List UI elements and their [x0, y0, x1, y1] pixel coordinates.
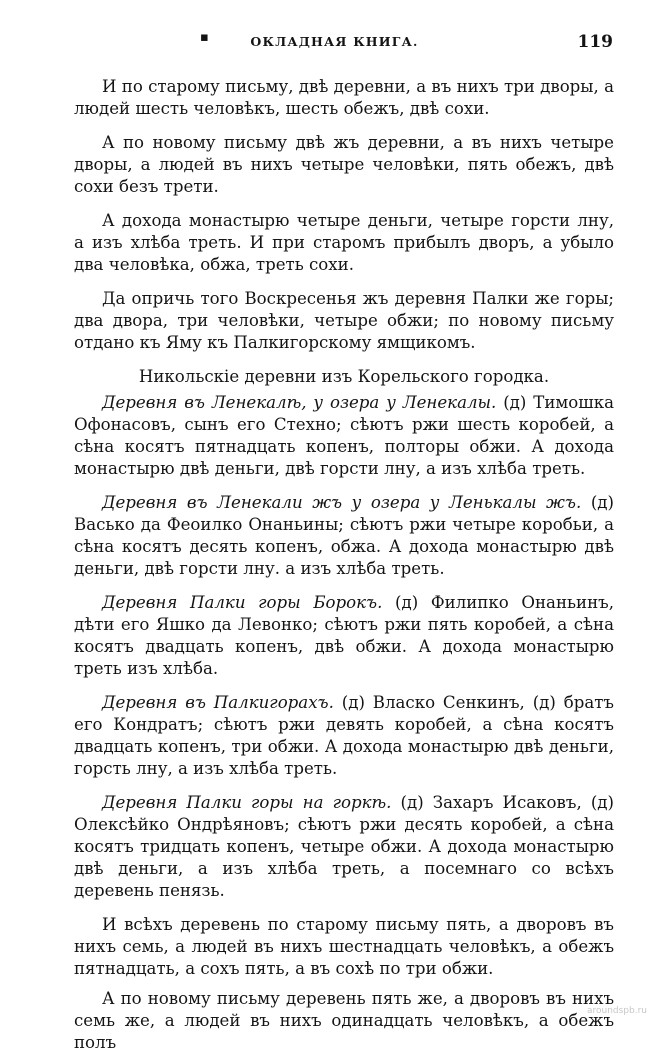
entry-lenekala-title: Деревня въ Ленекалѣ, у озера у Ленекалы. [102, 393, 497, 412]
paragraph-income: А дохода монастырю четыре деньги, четыре горсти лну, а изъ хлѣба треть. И при старомъ прибылъ дворъ, а убыло два человѣка, обжа, треть сохи. [74, 211, 614, 274]
header-mark: ▪ [200, 30, 209, 45]
page-body [74, 76, 614, 1054]
entry-palkigory [74, 692, 614, 780]
page-header [0, 32, 669, 54]
entry-na-gorke-title: Деревня Палки горы на горкѣ. [102, 793, 392, 812]
paragraph-new-census: А по новому письму двѣ жъ деревни, а въ нихъ четыре дворы, а людей въ нихъ четыре человѣки, пять обежъ, двѣ сохи безъ трети. [74, 133, 614, 196]
entry-lenkaly [74, 492, 614, 580]
entry-lenekala [74, 392, 614, 480]
entry-borok [74, 592, 614, 680]
running-title: ОКЛАДНАЯ КНИГА. [250, 34, 419, 49]
entry-lenkaly-text: (д) Васько да Феоилко Онаньины; сѣютъ ржи четыре коробьи, а сѣна косятъ десять копенъ, обжа. А дохода монастырю двѣ деньги, двѣ горсти лну. а изъ хлѣба треть. [74, 493, 614, 578]
watermark: aroundspb.ru [586, 1006, 647, 1016]
paragraph-totals-old: И всѣхъ деревень по старому письму пять, а дворовъ въ нихъ семь, а людей въ нихъ шестнадцать человѣкъ, а обежъ пятнадцать, а сохъ пять, а въ сохѣ по три обжи. [74, 915, 614, 978]
paragraph-old-census: И по старому письму, двѣ деревни, а въ нихъ три дворы, а людей шесть человѣкъ, шесть обежъ, двѣ сохи. [74, 77, 614, 118]
entry-lenkaly-title: Деревня въ Ленекали жъ у озера у Ленькалы жъ. [102, 493, 582, 512]
paragraph-voskresenye: Да опричь того Воскресенья жъ деревня Палки же горы; два двора, три человѣки, четыре обжи; по новому письму отдано къ Яму къ Палкигорскому ямщикомъ. [74, 289, 614, 352]
entry-palkigory-title: Деревня въ Палкигорахъ. [102, 693, 334, 712]
entry-borok-text: (д) Филипко Онаньинъ, дѣти его Яшко да Левонко; сѣютъ ржи пять коробей, а сѣна косятъ двадцать копенъ, двѣ обжи. А дохода монастырю треть изъ хлѣба. [74, 593, 614, 678]
paragraph-totals-new: А по новому письму деревень пять же, а дворовъ въ нихъ семь же, а людей въ нихъ одинадцать человѣкъ, а обежъ полъ [74, 989, 614, 1052]
entry-borok-title: Деревня Палки горы Борокъ. [102, 593, 383, 612]
section-heading: Никольскіе деревни изъ Корельского городка. [138, 367, 550, 386]
entry-na-gorke [74, 792, 614, 902]
page-number: 119 [577, 32, 613, 52]
entry-na-gorke-text: (д) Захаръ Исаковъ, (д) Олексѣйко Ондрѣяновъ; сѣютъ ржи десять коробей, а сѣна косятъ тридцать копенъ, четыре обжи. А дохода монастырю двѣ деньги, а изъ хлѣба треть, а посемнаго со всѣхъ деревень пенязь. [74, 793, 614, 900]
entry-palkigory-text: (д) Власко Сенкинъ, (д) братъ его Кондратъ; сѣютъ ржи девять коробей, а сѣна косятъ двадцать копенъ, три обжи. А дохода монастырю двѣ деньги, горсть лну, а изъ хлѣба треть. [74, 693, 614, 778]
entry-lenekala-text: (д) Тимошка Офонасовъ, сынъ его Стехно; сѣютъ ржи шесть коробей, а сѣна косятъ пятнадцать копенъ, полторы обжи. А дохода монастырю двѣ деньги, двѣ горсти лну, а изъ хлѣба треть. [74, 393, 614, 478]
